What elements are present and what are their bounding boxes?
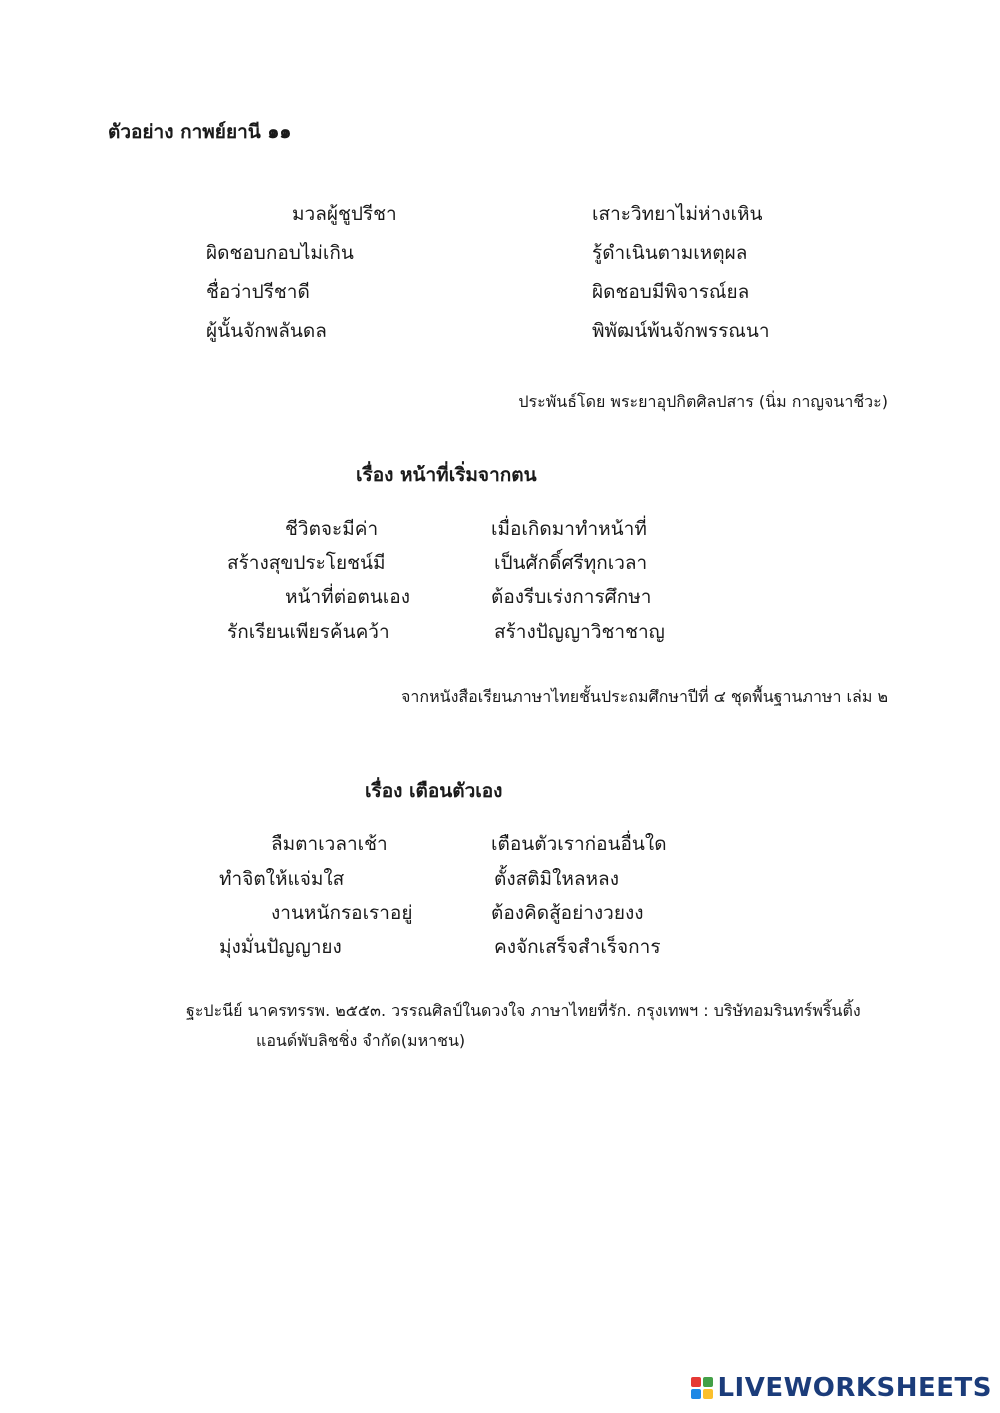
poem3-line4-left: มุ่งมั่นปัญญายง bbox=[219, 936, 342, 958]
poem2-line2-right: เป็นศักดิ์ศรีทุกเวลา bbox=[494, 552, 648, 574]
poem2-line1-right: เมื่อเกิดมาทำหน้าที่ bbox=[491, 518, 647, 540]
poem3-line1-left: ลืมตาเวลาเช้า bbox=[271, 833, 388, 855]
poem2-line4-left: รักเรียนเพียรค้นคว้า bbox=[227, 621, 390, 643]
poem3-line1-right: เตือนตัวเราก่อนอื่นใด bbox=[491, 833, 667, 855]
logo-square-green bbox=[703, 1377, 713, 1387]
poem3-line2-right: ตั้งสติมิใหลหลง bbox=[494, 868, 619, 890]
logo-square-blue bbox=[691, 1389, 701, 1399]
poem1-credit: ประพันธ์โดย พระยาอุปกิตศิลปสาร (นิ่ม กาญจนาชีวะ) bbox=[518, 392, 888, 411]
poem1-line2-right: รู้ดำเนินตามเหตุผล bbox=[592, 242, 748, 264]
poem2-line2-left: สร้างสุขประโยชน์มี bbox=[227, 552, 386, 574]
poem1-line4-right: พิพัฒน์พ้นจักพรรณนา bbox=[592, 320, 770, 342]
poem1-line1-right: เสาะวิทยาไม่ห่างเหิน bbox=[592, 203, 763, 225]
liveworksheets-logo-icon bbox=[691, 1377, 713, 1399]
logo-square-red bbox=[691, 1377, 701, 1387]
poem3-citation-line2: แอนด์พับลิชชิ่ง จำกัด(มหาชน) bbox=[256, 1031, 466, 1050]
poem2-line4-right: สร้างปัญญาวิชาชาญ bbox=[494, 621, 665, 643]
poem1-line3-left: ชื่อว่าปรีชาดี bbox=[206, 281, 310, 303]
section3-title: เรื่อง เตือนตัวเอง bbox=[365, 780, 503, 802]
poem1-line1-left: มวลผู้ชูปรีชา bbox=[292, 203, 397, 225]
logo-square-yellow bbox=[703, 1389, 713, 1399]
poem3-line4-right: คงจักเสร็จสำเร็จการ bbox=[494, 936, 661, 958]
poem1-line4-left: ผู้นั้นจักพลันดล bbox=[206, 320, 327, 342]
poem3-line2-left: ทำจิตให้แจ่มใส bbox=[219, 868, 345, 890]
poem3-citation-line1: ฐะปะนีย์ นาครทรรพ. ๒๕๕๓. วรรณศิลป์ในดวงใจ ภาษาไทยที่รัก. กรุงเทพฯ : บริษัทอมรินทร์พริ้นติ้ง bbox=[186, 1001, 861, 1020]
section2-title: เรื่อง หน้าที่เริ่มจากตน bbox=[356, 464, 537, 486]
section1-heading: ตัวอย่าง กาพย์ยานี ๑๑ bbox=[108, 121, 292, 143]
poem2-credit: จากหนังสือเรียนภาษาไทยชั้นประถมศึกษาปีที่ ๔ ชุดพื้นฐานภาษา เล่ม ๒ bbox=[401, 687, 888, 706]
poem1-line2-left: ผิดชอบกอบไม่เกิน bbox=[206, 242, 354, 264]
liveworksheets-watermark[interactable] bbox=[691, 1373, 992, 1403]
poem2-line3-left: หน้าที่ต่อตนเอง bbox=[285, 586, 410, 608]
poem1-line3-right: ผิดชอบมีพิจารณ์ยล bbox=[592, 281, 750, 303]
liveworksheets-wordmark: LIVEWORKSHEETS bbox=[717, 1373, 992, 1403]
poem2-line1-left: ชีวิตจะมีค่า bbox=[285, 518, 379, 540]
poem3-line3-right: ต้องคิดสู้อย่างวยงง bbox=[491, 902, 644, 924]
poem3-line3-left: งานหนักรอเราอยู่ bbox=[271, 902, 413, 924]
poem2-line3-right: ต้องรีบเร่งการศึกษา bbox=[491, 586, 652, 608]
